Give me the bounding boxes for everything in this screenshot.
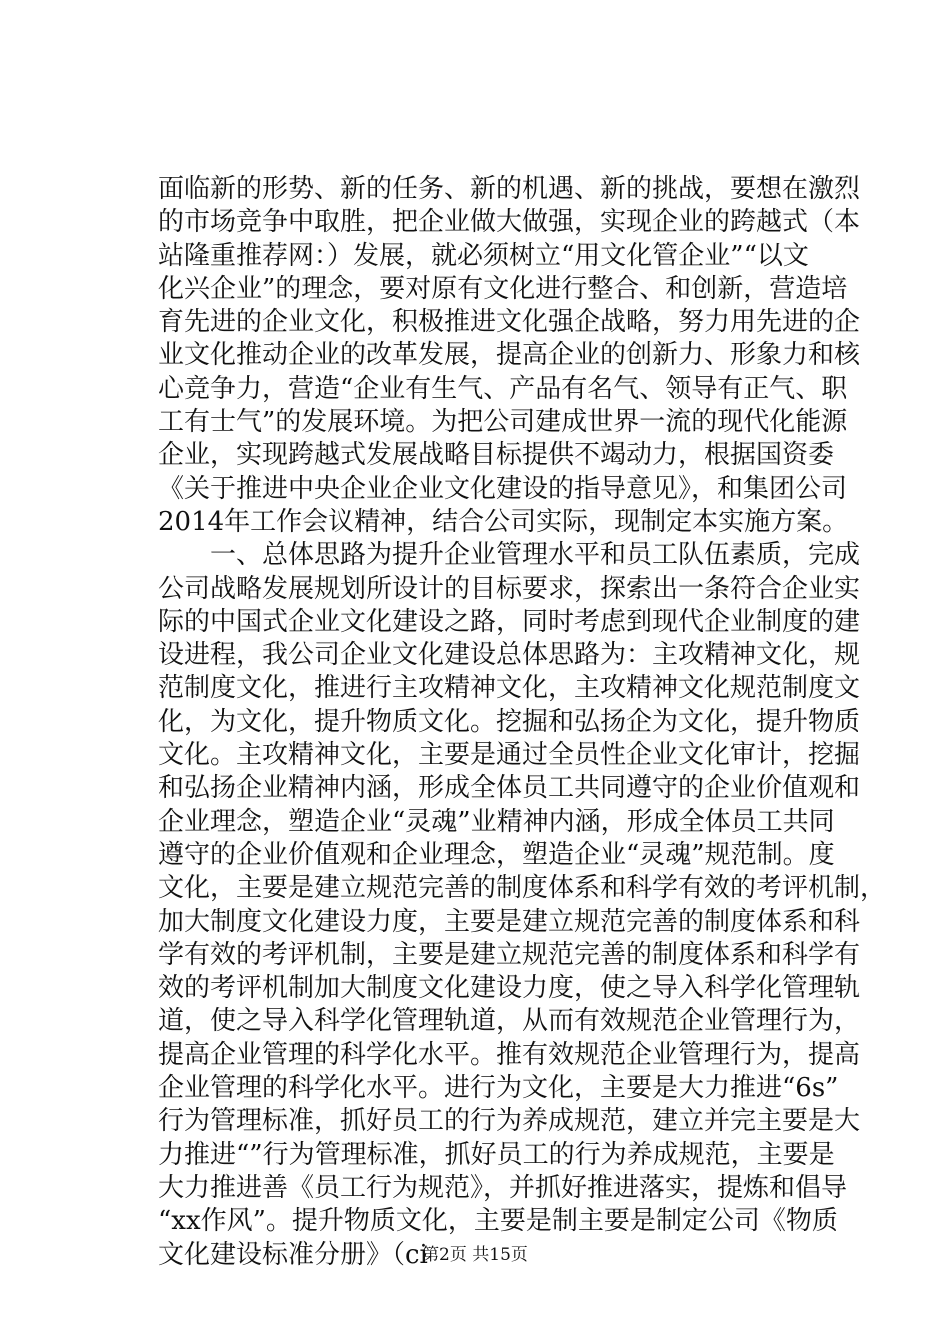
text-line: 企业管理的科学化水平。进行为文化，主要是大力推进“6s” [158,1073,839,1104]
page-number-label: 第2页 共15页 [422,1245,528,1265]
text-line: 学有效的考评机制，主要是建立规范完善的制度体系和科学有 [158,939,861,970]
text-line: 企业理念，塑造企业“灵魂”业精神内涵，形成全体员工共同 [158,806,835,837]
text-line: 提高企业管理的科学化水平。推有效规范企业管理行为，提高 [158,1039,861,1070]
text-line: 道，使之导入科学化管理轨道，从而有效规范企业管理行为， [158,1006,861,1037]
text-line: 2014年工作会议精神，结合公司实际，现制定本实施方案。 [158,506,849,537]
text-line: 遵守的企业价值观和企业理念，塑造企业“灵魂”规范制。度 [158,839,835,870]
text-line: 化，为文化，提升物质文化。挖掘和弘扬企为文化，提升物质 [158,706,861,737]
text-line: 企业，实现跨越式发展战略目标提供不竭动力，根据国资委 [158,440,835,471]
text-line: 文化建设标准分册》（ci [158,1239,428,1270]
text-line: 育先进的企业文化，积极推进文化强企战略，努力用先进的企 [158,307,861,338]
text-line: 际的中国式企业文化建设之路，同时考虑到现代企业制度的建 [158,606,861,637]
text-line: 范制度文化，推进行主攻精神文化，主攻精神文化规范制度文 [158,673,861,704]
text-line: 心竞争力，营造“企业有生气、产品有名气、领导有正气、职 [158,373,848,404]
text-line: 《关于推进中央企业企业文化建设的指导意见》，和集团公司 [158,473,848,504]
text-line: 面临新的形势、新的任务、新的机遇、新的挑战，要想在激烈 [158,174,861,204]
text-line: 化兴企业”的理念，要对原有文化进行整合、和创新，营造培 [158,273,848,304]
text-line: 力推进“”行为管理标准，抓好员工的行为养成规范，主要是 [158,1139,835,1170]
text-line: 的市场竞争中取胜，把企业做大做强，实现企业的跨越式（本 [158,207,861,238]
text-line: 业文化推动企业的改革发展，提高企业的创新力、形象力和核 [158,340,861,371]
text-line: 文化，主要是建立规范完善的制度体系和科学有效的考评机制， [158,873,887,904]
text-line: 站隆重推荐网：）发展，就必须树立“用文化管企业”“以文 [158,240,809,271]
text-line: 文化。主攻精神文化，主要是通过全员性企业文化审计，挖掘 [158,740,861,771]
text-line: 工有士气”的发展环境。为把公司建成世界一流的现代化能源 [158,407,848,438]
text-line: 一、总体思路为提升企业管理水平和员工队伍素质，完成 [158,540,861,571]
text-line: 效的考评机制加大制度文化建设力度，使之导入科学化管理轨 [158,973,861,1004]
text-line: 和弘扬企业精神内涵，形成全体员工共同遵守的企业价值观和 [158,773,861,804]
text-line: “xx作风”。提升物质文化，主要是制主要是制定公司《物质 [158,1206,838,1237]
text-line: 公司战略发展规划所设计的目标要求，探索出一条符合企业实 [158,573,861,604]
page-footer [0,1244,950,1266]
text-line: 设进程，我公司企业文化建设总体思路为：主攻精神文化，规 [158,640,861,671]
text-line: 大力推进善《员工行为规范》，并抓好推进落实，提炼和倡导 [158,1172,848,1203]
text-line: 加大制度文化建设力度，主要是建立规范完善的制度体系和科 [158,906,861,937]
body-text [158,173,887,1272]
text-line: 行为管理标准，抓好员工的行为养成规范，建立并完主要是大 [158,1106,861,1137]
